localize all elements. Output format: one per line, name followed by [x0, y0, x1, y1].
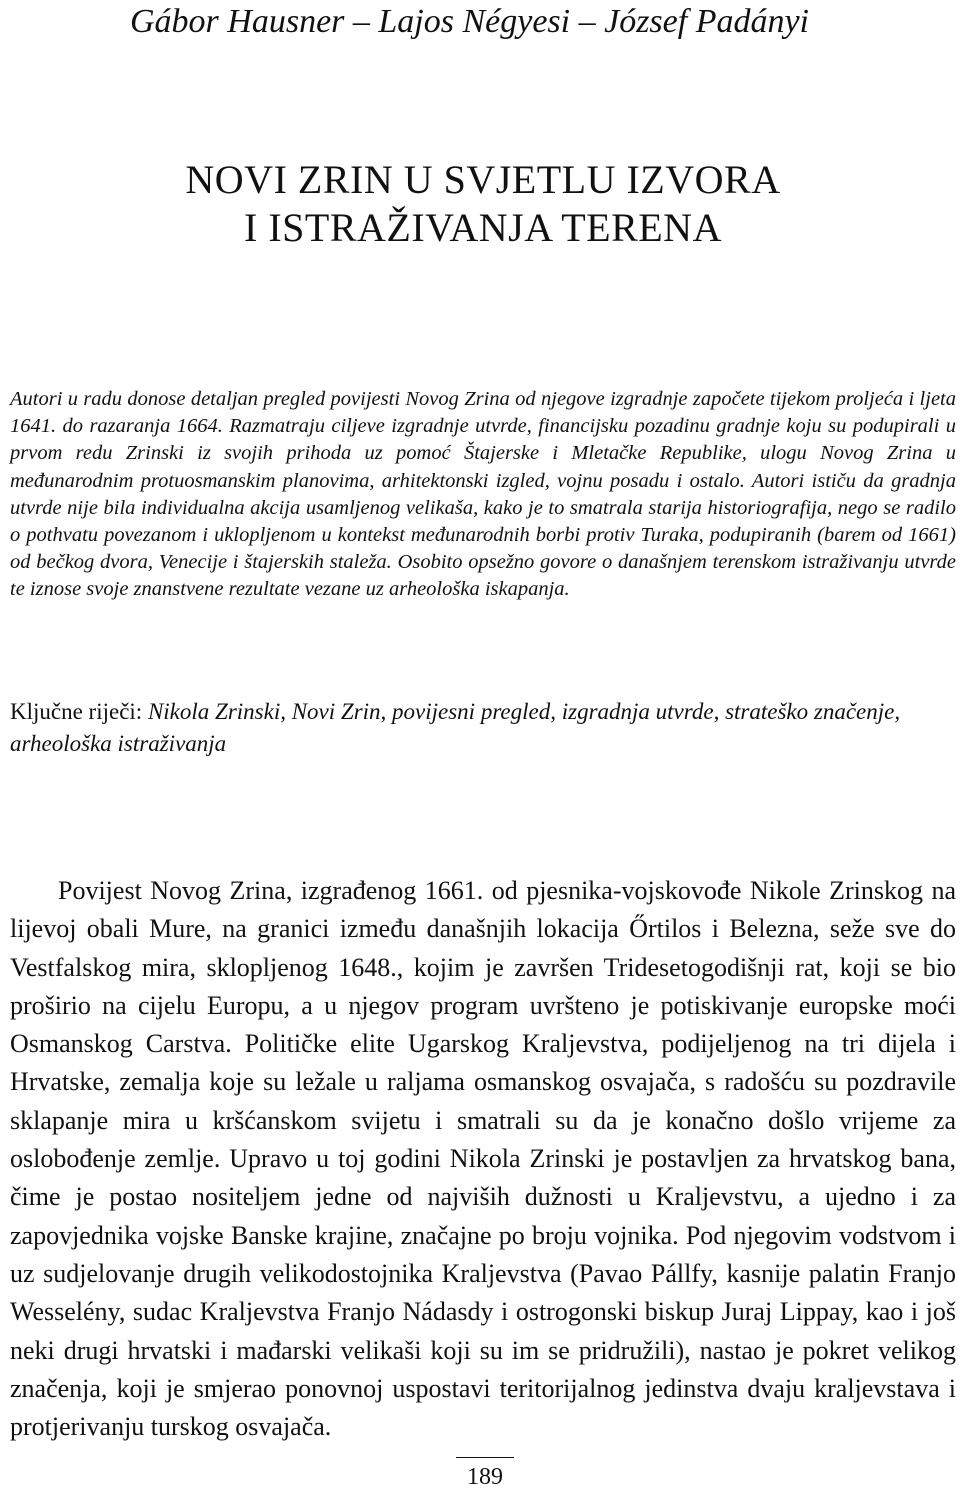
article-abstract: Autori u radu donose detaljan pregled povijesti Novog Zrina od njegove izgradnje započete tijekom proljeća i ljeta 1641. do razaranja 1664. Razmatraju ciljeve izgradnje utvrde, financijsku pozadinu gradnje koju su podupirali u prvom redu Zrinski iz svojih prihoda uz pomoć Štajerske i Mletačke Republike, ulogu Novog Zrina u međunarodnim protuosmanskim planovima, arhitektonski izgled, vojnu posadu i ostalo. Autori ističu da gradnja utvrde nije bila individualna akcija usamljenog velikaša, kako je to smatrala starija historiografija, nego se radilo o pothvatu povezanom i uklopljenom u kontekst međunarodnih borbi protiv Turaka, podupiranih (barem od 1661) od bečkog dvora, Venecije i štajerskih staleža. Osobito opsežno govore o današnjem terenskom istraživanju utvrde te iznose svoje znanstvene rezultate vezane uz arheološka iskapanja. — [10, 388, 956, 601]
article-title-line-1: NOVI ZRIN U SVJETLU IZVORA — [185, 157, 781, 202]
article-authors: Gábor Hausner – Lajos Négyesi – József Padányi — [130, 3, 810, 40]
page-number: 189 — [467, 1464, 503, 1490]
keywords-terms: Nikola Zrinski, Novi Zrin, povijesni pregled, izgradnja utvrde, strateško značenje, arheološka istraživanja — [10, 699, 901, 756]
body-paragraph: Povijest Novog Zrina, izgrađenog 1661. od pjesnika-vojskovođe Nikole Zrinskog na lijevoj obali Mure, na granici između današnjih lokacija Őrtilos i Belezna, seže sve do Vestfalskog mira, sklopljenog 1648., kojim je završen Tridesetogodišnji rat, koji se bio proširio na cijelu Europu, a u njegov program uvršteno je potiskivanje europske moći Osmanskog Carstva. Političke elite Ugarskog Kraljevstva, podijeljenog na tri dijela i Hrvatske, zemalja koje su ležale u raljama osmanskog osvajača, s radošću su pozdravile sklapanje mira u kršćanskom svijetu i smatrali su da je konačno došlo vrijeme za oslobođenje zemlje. Upravo u toj godini Nikola Zrinski je postavljen za hrvatskog bana, čime je postao nositeljem jedne od najviših dužnosti u Kraljevstvu, a ujedno i za zapovjednika vojske Banske krajine, značajne po broju vojnika. Pod njegovim vodstvom i uz sudjelovanje drugih velikodostojnika Kraljevstva (Pavao Pállfy, kasnije palatin Franjo Wesselény, sudac Kraljevstva Franjo Nádasdy i ostrogonski biskup Juraj Lippay, kao i još neki drugi hrvatski i mađarski velikaši koji su im se pridružili), nastao je pokret velikog značenja, koji je smjerao ponovnoj uspostavi teritorijalnog jedinstva dvaju kraljevstava i protjerivanju turskog osvajača. — [10, 876, 956, 1442]
article-title — [10, 156, 956, 252]
article-page — [10, 0, 956, 1496]
article-title-line-2: I ISTRAŽIVANJA TERENA — [244, 205, 722, 250]
footer-rule — [456, 1457, 514, 1458]
article-keywords — [10, 696, 956, 760]
keywords-label: Ključne riječi: — [10, 699, 143, 724]
